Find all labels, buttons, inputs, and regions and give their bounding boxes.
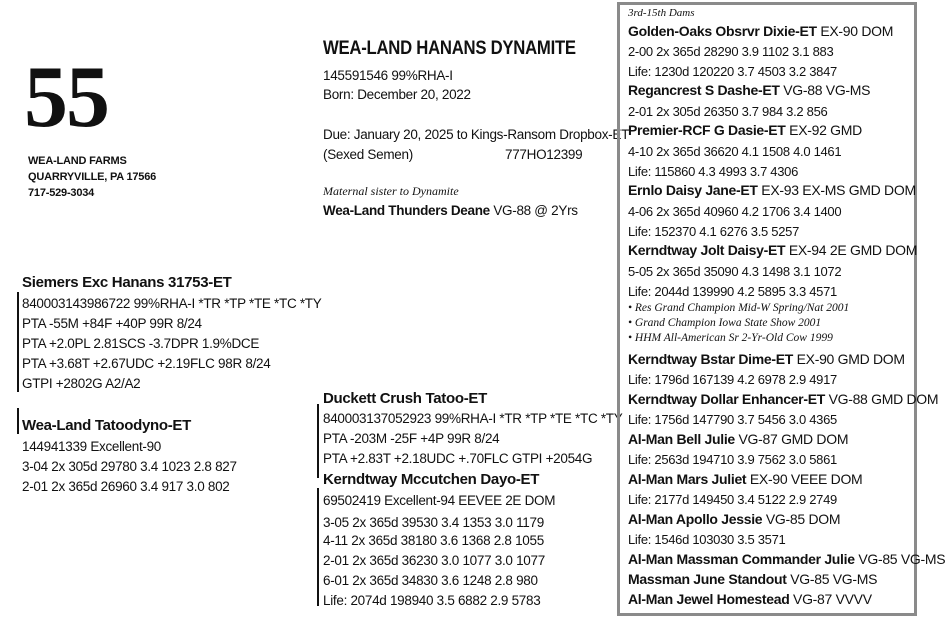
box-entry-score: EX-94 2E GMD DOM [788,242,918,258]
box-entry-name: Kerndtway Bstar Dime-ET EX-90 GMD DOM [628,351,905,367]
box-entry-line: Life: 2177d 149450 3.4 5122 2.9 2749 [628,492,837,507]
maternal-sister-name: Wea-Land Thunders Deane [323,203,490,218]
box-entry-line: 2-01 2x 305d 26350 3.7 984 3.2 856 [628,104,828,119]
box-entry-line: Life: 115860 4.3 4993 3.7 4306 [628,164,799,179]
box-entry-score: VG-87 GMD DOM [738,431,849,447]
box-entry-line: 4-10 2x 365d 36620 4.1 1508 4.0 1461 [628,144,842,159]
box-entry-name: Ernlo Daisy Jane-ET EX-93 EX-MS GMD DOM [628,182,916,198]
box-entry-line: Life: 1230d 120220 3.7 4503 3.2 3847 [628,64,837,79]
box-entry-name: Massman June Standout VG-85 VG-MS [628,571,878,587]
dam-line-1: 144941339 Excellent-90 [22,439,162,454]
box-entry-name: Kerndtway Dollar Enhancer-ET VG-88 GMD DOM [628,391,939,407]
sire-line-3: PTA +2.0PL 2.81SCS -3.7DPR 1.9%DCE [22,336,260,351]
second-dam-line-5: 6-01 2x 365d 34830 3.6 1248 2.8 980 [323,573,538,588]
mgs-line-1: 840003137052923 99%RHA-I *TR *TP *TE *TC *TY [323,411,623,426]
box-entry-score: VG-88 VG-MS [783,82,871,98]
due-date: Due: January 20, 2025 to Kings-Ransom Dropbox-ET [323,127,630,142]
second-dam-line-1: 69502419 Excellent-94 EEVEE 2E DOM [323,493,556,508]
box-entry-line: 5-05 2x 365d 35090 4.3 1498 3.1 1072 [628,264,842,279]
box-entry-score: VG-85 DOM [765,511,841,527]
box-entry-line: Life: 2044d 139990 4.2 5895 3.3 4571 [628,284,837,299]
mgs-bracket-line [317,404,319,478]
box-entry-name: Al-Man Bell Julie VG-87 GMD DOM [628,431,849,447]
honor-item: • HHM All-American Sr 2-Yr-Old Cow 1999 [628,332,833,344]
second-dam-line-3: 4-11 2x 365d 38180 3.6 1368 2.8 1055 [323,533,544,548]
lot-number: 55 [24,49,108,146]
sire-bracket-line [17,292,19,392]
box-entry-name: Al-Man Jewel Homestead VG-87 VVVV [628,591,872,607]
animal-birthdate: Born: December 20, 2022 [323,87,471,102]
mgs-line-2: PTA -203M -25F +4P 99R 8/24 [323,431,500,446]
box-entry-score: VG-85 VG-MS [858,551,945,567]
box-entry-name: Al-Man Mars Juliet EX-90 VEEE DOM [628,471,863,487]
box-entry-line: Life: 2563d 194710 3.9 7562 3.0 5861 [628,452,837,467]
consignor-city: QUARRYVILLE, PA 17566 [28,171,157,183]
honor-item: • Res Grand Champion Mid-W Spring/Nat 2001 [628,302,850,314]
animal-registration: 145591546 99%RHA-I [323,68,453,83]
second-dam-line-4: 2-01 2x 365d 36230 3.0 1077 3.0 1077 [323,553,545,568]
honor-item: • Grand Champion Iowa State Show 2001 [628,317,822,329]
second-dam-line-2: 3-05 2x 365d 39530 3.4 1353 3.0 1179 [323,515,544,530]
maternal-sister-caption: Maternal sister to Dynamite [323,184,459,198]
second-dam-line-6: Life: 2074d 198940 3.5 6882 2.9 5783 [323,593,541,608]
maternal-sister [323,201,578,220]
dam-line-3: 2-01 2x 365d 26960 3.4 917 3.0 802 [22,479,230,494]
box-entry-name: Al-Man Massman Commander Julie VG-85 VG-MS [628,551,945,567]
dam-line-2: 3-04 2x 305d 29780 3.4 1023 2.8 827 [22,459,237,474]
mgs-line-3: PTA +2.83T +2.18UDC +.70FLC GTPI +2054G [323,451,593,466]
box-entry-line: 4-06 2x 365d 40960 4.2 1706 3.4 1400 [628,204,842,219]
sire-line-4: PTA +3.68T +2.67UDC +2.19FLC 98R 8/24 [22,356,271,371]
box-entry-line: 2-00 2x 365d 28290 3.9 1102 3.1 883 [628,44,834,59]
sire-name: Siemers Exc Hanans 31753-ET [22,274,232,291]
box-entry-score: EX-93 EX-MS GMD DOM [761,182,916,198]
sire-line-1: 840003143986722 99%RHA-I *TR *TP *TE *TC *TY [22,296,322,311]
box-entry-score: VG-85 VG-MS [790,571,878,587]
box-entry-score: EX-90 DOM [820,23,894,39]
sire-line-2: PTA -55M +84F +40P 99R 8/24 [22,316,202,331]
box-entry-name: Al-Man Apollo Jessie VG-85 DOM [628,511,841,527]
dam-bracket-line [17,408,19,434]
box-entry-name: Regancrest S Dashe-ET VG-88 VG-MS [628,82,871,98]
pedigree-box-caption: 3rd-15th Dams [628,7,695,19]
box-entry-score: VG-87 VVVV [793,591,872,607]
sire-line-5: GTPI +2802G A2/A2 [22,376,141,391]
box-entry-line: Life: 1756d 147790 3.7 5456 3.0 4365 [628,412,837,427]
box-entry-name: Kerndtway Jolt Daisy-ET EX-94 2E GMD DOM [628,242,918,258]
box-entry-name: Premier-RCF G Dasie-ET EX-92 GMD [628,122,862,138]
animal-name: WEA-LAND HANANS DYNAMITE [323,38,576,59]
box-entry-score: EX-90 GMD DOM [796,351,905,367]
box-entry-name: Golden-Oaks Obsrvr Dixie-ET EX-90 DOM [628,23,894,39]
semen-code: 777HO12399 [505,147,583,162]
box-entry-line: Life: 1796d 167139 4.2 6978 2.9 4917 [628,372,837,387]
box-entry-score: EX-92 GMD [789,122,862,138]
box-entry-line: Life: 152370 4.1 6276 3.5 5257 [628,224,799,239]
consignor-phone: 717-529-3034 [28,187,95,199]
second-dam-name: Kerndtway Mccutchen Dayo-ET [323,471,540,488]
dam-name: Wea-Land Tatoodyno-ET [22,417,191,434]
semen-type: (Sexed Semen) [323,147,413,162]
second-dam-bracket-line [317,488,319,606]
box-entry-line: Life: 1546d 103030 3.5 3571 [628,532,786,547]
box-entry-score: EX-90 VEEE DOM [749,471,863,487]
maternal-sister-score: VG-88 @ 2Yrs [493,203,578,218]
box-entry-score: VG-88 GMD DOM [828,391,939,407]
mgs-name: Duckett Crush Tatoo-ET [323,390,487,407]
consignor-name: WEA-LAND FARMS [28,155,127,167]
